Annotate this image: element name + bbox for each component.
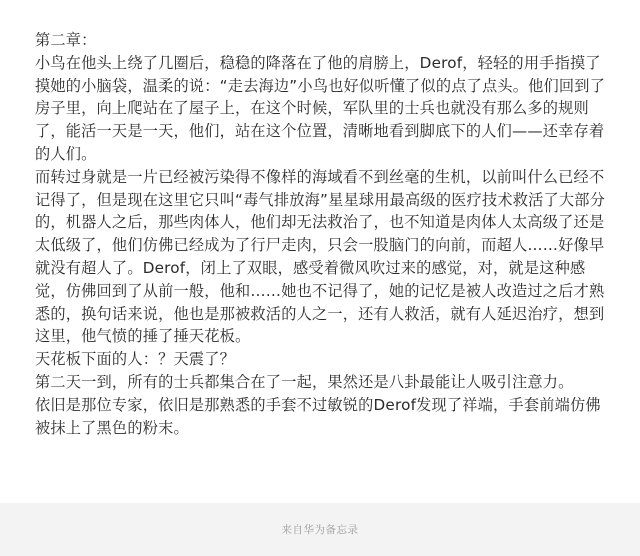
- paragraph-4: 第二天一到，所有的士兵都集合在了一起，果然还是八卦最能让人吸引注意力。: [35, 372, 574, 391]
- paragraph-5: 依旧是那位专家，依旧是那熟悉的手套不过敏锐的Derof发现了祥端，手套前端仿佛被抹上了黑色的粉末。: [35, 395, 601, 437]
- note-content: [35, 29, 613, 439]
- paragraph-1: 小鸟在他头上绕了几圈后，稳稳的降落在了他的肩膀上，Derof，轻轻的用手指摸了摸她的小脑袋，温柔的说：“走去海边”小鸟也好似听懂了似的点了点头。他们回到了房子里，向上爬站在了屋子上，在这个时候，军队里的士兵也就没有那么多的规则了，能活一天是一天，他们，站在这个位置，清晰地看到脚底下的人们——还幸存着的人们。: [35, 53, 606, 163]
- paragraph-3: 天花板下面的人：？天震了？: [35, 350, 236, 369]
- footer: [0, 503, 640, 556]
- paragraph-2: 而转过身就是一片已经被污染得不像样的海域看不到丝毫的生机，以前叫什么已经不记得了，但是现在这里它只叫“毒气排放海”星星球用最高级的医疗技术救活了大部分的，机器人之后，那些肉体人，他们却无法救治了，也不知道是肉体人太高级了还是太低级了，他们仿佛已经成为了行尸走肉，只会一股脑门的向前，而超人……好像早就没有超人了。Derof，闭上了双眼，感受着微风吹过来的感觉，对，就是这种感觉，仿佛回到了从前一般，他和……她也不记得了，她的记忆是被人改造过之后才熟悉的，换句话来说，他也是那被救活的人之一，还有人救活，就有人延迟治疗，想到这里，他气愤的捶了捶天花板。: [35, 167, 606, 346]
- source-label: 来自华为备忘录: [281, 524, 359, 536]
- chapter-title: 第二章：: [35, 31, 97, 49]
